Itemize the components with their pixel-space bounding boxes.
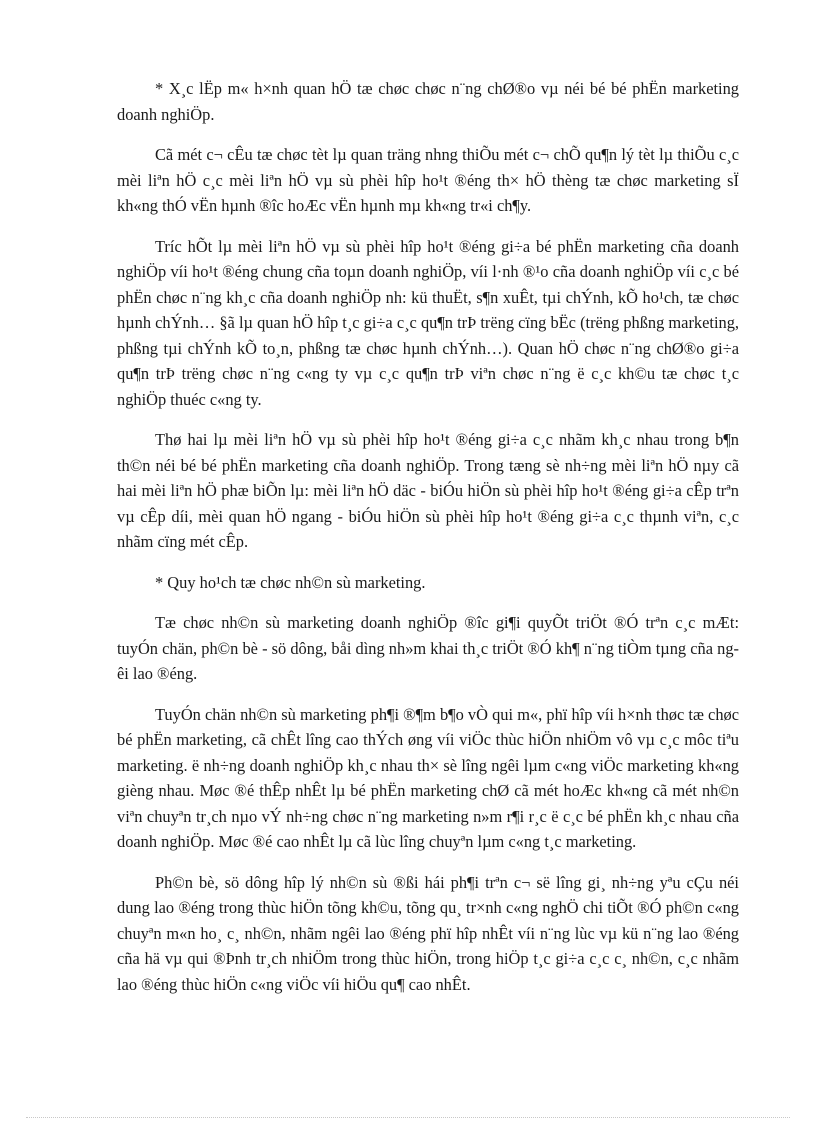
paragraph-org-model: * X¸c lËp m« h×nh quan hÖ tæ chøc chøc n¨ng chØ®o vµ néi bé bé phËn marketing doanh nghiÖp. [117,79,739,124]
paragraph-management-mechanism: Cã mét c¬ cÊu tæ chøc tèt lµ quan träng nhng thiÕu mét c¬ chÕ qu¶n lý tèt lµ thiÕu c¸c mèi liªn hÖ c¸c mèi liªn hÖ vµ sù phèi hîp ho¹t ®éng th× hÖ thèng tæ chøc marketing sÏ kh«ng thÓ vËn hµnh ®îc hoÆc vËn hµnh mµ kh«ng tr«i ch¶y. [117,145,739,215]
paragraph-allocation: Ph©n bè, sö dông hîp lý nh©n sù ®ßi hái ph¶i trªn c¬ së lîng gi¸ nh÷ng yªu cÇu néi dung lao ®éng trong thùc hiÖn tõng kh©u, tõng qu¸ tr×nh c«ng nghÖ chi tiÕt ®Ó ph©n c«ng chuyªn m«n ho¸ c¸ nh©n, nhãm ngêi lao ®éng phï hîp nhÊt víi n¨ng lùc vµ kü n¨ng lao ®éng cña hä vµ qui ®Þnh tr¸ch nhiÖm trong thùc hiÖn, trong hiÖp t¸c gi÷a c¸c c¸ nh©n, c¸c nhãm lao ®éng thùc hiÖn c«ng viÖc víi hiÖu qu¶ cao nhÊt. [117,872,739,994]
page-bottom-divider [26,1117,790,1118]
paragraph-personnel-organization: Tæ chøc nh©n sù marketing doanh nghiÖp ®îc gi¶i quyÕt triÖt ®Ó trªn c¸c mÆt: tuyÓn chän, ph©n bè - sö dông, båi dìng nh»m khai th¸c triÖt ®Ó kh¶ n¨ng tiÒm tµng cña ngêi lao ®éng. [117,613,739,683]
paragraph-first-relation: Tríc hÕt lµ mèi liªn hÖ vµ sù phèi hîp ho¹t ®éng gi÷a bé phËn marketing cña doanh nghiÖp víi ho¹t ®éng chung cña toµn doanh nghiÖp, víi l·nh ®¹o cña doanh nghiÖp víi c¸c bé phËn chøc n¨ng kh¸c cña doanh nghiÖp nh: kü thuËt, s¶n xuÊt, tµi chÝnh, kÕ ho¹ch, tæ chøc hµnh chÝnh… §ã lµ quan hÖ hîp t¸c gi÷a c¸c qu¶n trÞ trëng cïng bËc (trëng phßng marketing, phßng tµi chÝnh kÕ to¸n, phßng tæ chøc hµnh chÝnh…). Quan hÖ chøc n¨ng chØ®o gi÷a qu¶n trÞ trëng chøc n¨ng c«ng ty vµ c¸c qu¶n trÞ viªn chøc n¨ng ë c¸c kh©u tæ chøc t¸c nghiÖp thuéc c«ng ty. [117,236,739,409]
document-body [117,76,739,1012]
paragraph-personnel-planning-heading: * Quy ho¹ch tæ chøc nh©n sù marketing. [155,572,426,592]
paragraph-recruitment: TuyÓn chän nh©n sù marketing ph¶i ®¶m b¶o vÒ qui m«, phï hîp víi h×nh thøc tæ chøc bé phËn marketing, cã chÊt lîng cao thÝch øng víi viÖc thùc hiÖn nhiÖm vô vµ c¸c môc tiªu marketing. ë nh÷ng doanh nghiÖp kh¸c nhau th× sè lîng ngêi lµm c«ng viÖc marketing kh«ng gièng nhau. Møc ®é thÊp nhÊt lµ bé phËn marketing chØ cã mét hoÆc kh«ng cã mét nh©n viªn chuyªn tr¸ch nµo vÝ nh÷ng chøc n¨ng marketing n»m r¶i r¸c ë c¸c bé phËn kh¸c nhau cña doanh nghiÖp. Møc ®é cao nhÊt lµ cã lùc lîng chuyªn lµm c«ng t¸c marketing. [117,704,739,851]
paragraph-second-relation: Thø hai lµ mèi liªn hÖ vµ sù phèi hîp ho¹t ®éng gi÷a c¸c nhãm kh¸c nhau trong b¶n th©n néi bé bé phËn marketing cña doanh nghiÖp. Trong tæng sè nh÷ng mèi liªn hÖ nµy cã hai mèi liªn hÖ phæ biÕn lµ: mèi liªn hÖ däc - biÓu hiÖn sù phèi hîp ho¹t ®éng gi÷a cÊp trªn vµ cÊp díi, mèi quan hÖ ngang - biÓu hiÖn sù phèi hîp ho¹t ®éng gi÷a c¸c thµnh viªn, c¸c nhãm cïng mét cÊp. [117,430,739,551]
